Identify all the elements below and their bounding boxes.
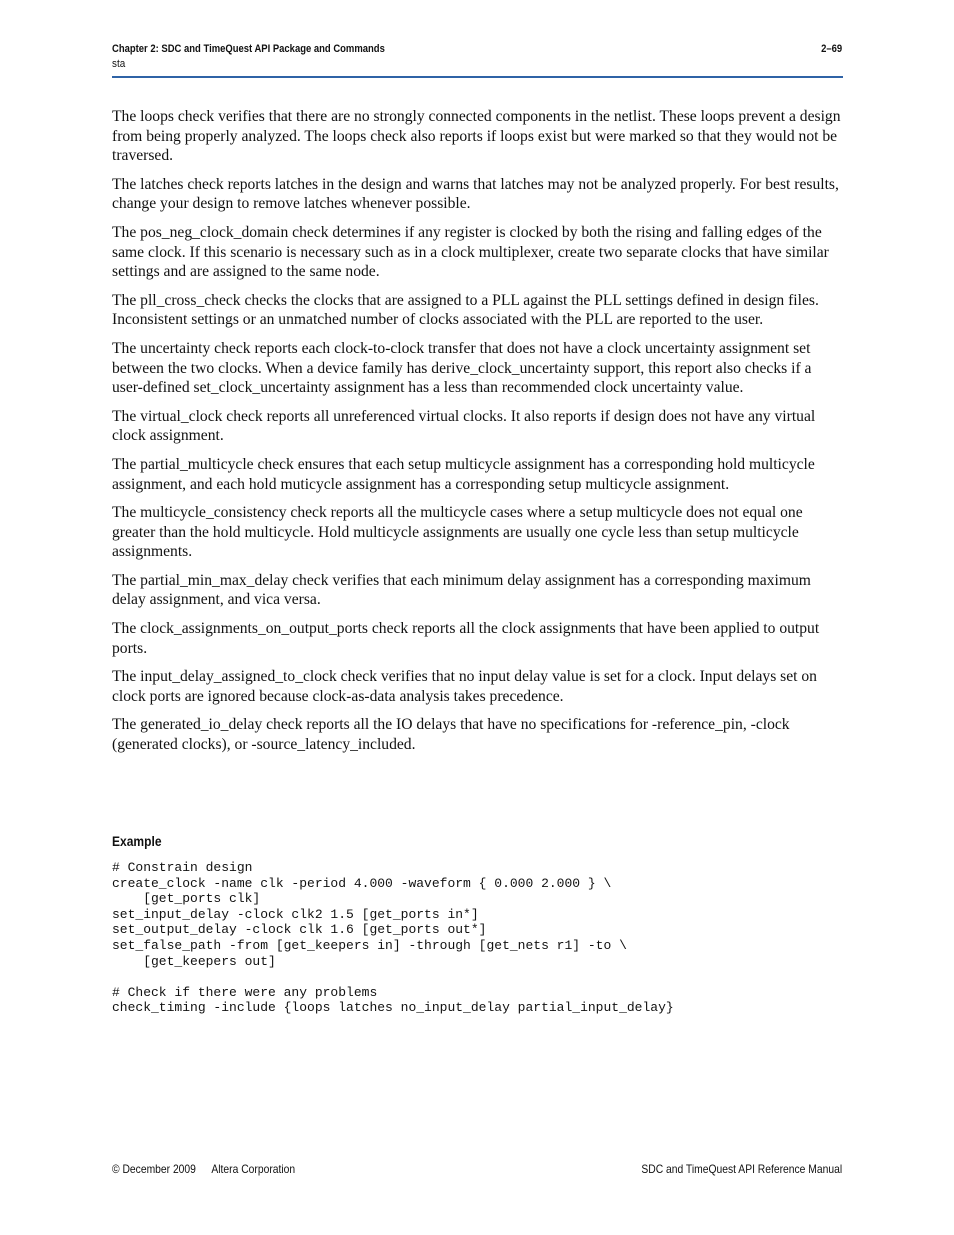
footer-manual-title: SDC and TimeQuest API Reference Manual [641, 1162, 843, 1176]
paragraph-latches: The latches check reports latches in the design and warns that latches may not be analyzed properly. For best results, change your design to remove latches whenever possible. [112, 175, 839, 213]
paragraph-partial-min-max-delay: The partial_min_max_delay check verifies that each minimum delay assignment has a corresponding maximum delay assignment, and vica versa. [112, 571, 811, 609]
footer-company: Altera Corporation [211, 1162, 296, 1176]
paragraph-uncertainty: The uncertainty check reports each clock-to-clock transfer that does not have a clock uncertainty assignment set between the two clocks. When a device family has derive_clock_uncertainty support, this report also checks if a user-defined set_clock_uncertainty assignment has a less than recommended clock uncertainty value. [112, 339, 812, 397]
paragraph-pll-cross-check: The pll_cross_check checks the clocks that are assigned to a PLL against the PLL settings defined in design files. Inconsistent settings or an unmatched number of clocks associated with the PLL are reported to the user. [112, 291, 819, 329]
page-header [112, 42, 842, 72]
paragraph-loops: The loops check verifies that there are no strongly connected components in the netlist. These loops prevent a design from being properly analyzed. The loops check also reports if loops exist but were marked so that they would not be traversed. [112, 108, 841, 165]
chapter-title: Chapter 2: SDC and TimeQuest API Package and Commands [112, 43, 385, 55]
page-footer [112, 1161, 842, 1177]
paragraph-multicycle-consistency: The multicycle_consistency check reports all the multicycle cases where a setup multicycle does not equal one greater than the hold multicycle. Hold multicycle assignments are usually one cycle less than setup multicycle assignments. [112, 504, 803, 561]
body-text [112, 107, 842, 764]
paragraph-pos-neg-clock-domain: The pos_neg_clock_domain check determines if any register is clocked by both the rising and falling edges of the same clock. If this scenario is necessary such as in a clock multiplexer, create two separate clocks that have similar settings and are assigned to the same node. [112, 223, 829, 281]
paragraph-generated-io-delay: The generated_io_delay check reports all the IO delays that have no specifications for -reference_pin, -clock (generated clocks), or -source_latency_included. [112, 716, 790, 754]
example-code-block: # Constrain design create_clock -name clk -period 4.000 -waveform { 0.000 2.000 } \ [get_ports clk] set_input_delay -clock clk2 1.5 [get_ports in*] set_output_delay -clock clk 1.6 [get_ports out*] set_false_path -from [get_keepers in] -through [get_nets r1] -to \ [get_keepers out] # Check if there were any problems check_timing -include {loops latches no_input_delay partial_input_delay} [112, 860, 674, 1016]
footer-date: © December 2009 [112, 1162, 196, 1176]
example-heading: Example [112, 833, 162, 849]
paragraph-virtual-clock: The virtual_clock check reports all unreferenced virtual clocks. It also reports if design does not have any virtual clock assignment. [112, 407, 816, 445]
footer-left [112, 1161, 295, 1177]
paragraph-input-delay-assigned: The input_delay_assigned_to_clock check verifies that no input delay value is set for a clock. Input delays set on clock ports are ignored because clock-as-data analysis takes precedence. [112, 668, 817, 705]
paragraph-clock-assignments-output: The clock_assignments_on_output_ports check reports all the clock assignments that have been applied to output ports. [112, 620, 820, 657]
section-label: sta [112, 58, 126, 70]
header-divider [112, 76, 843, 78]
page-number: 2–69 [821, 43, 843, 55]
paragraph-partial-multicycle: The partial_multicycle check ensures that each setup multicycle assignment has a corresponding hold multicycle assignment, and each hold muticycle assignment has a corresponding setup multicycle assignment. [112, 455, 815, 493]
header-row [112, 42, 842, 57]
